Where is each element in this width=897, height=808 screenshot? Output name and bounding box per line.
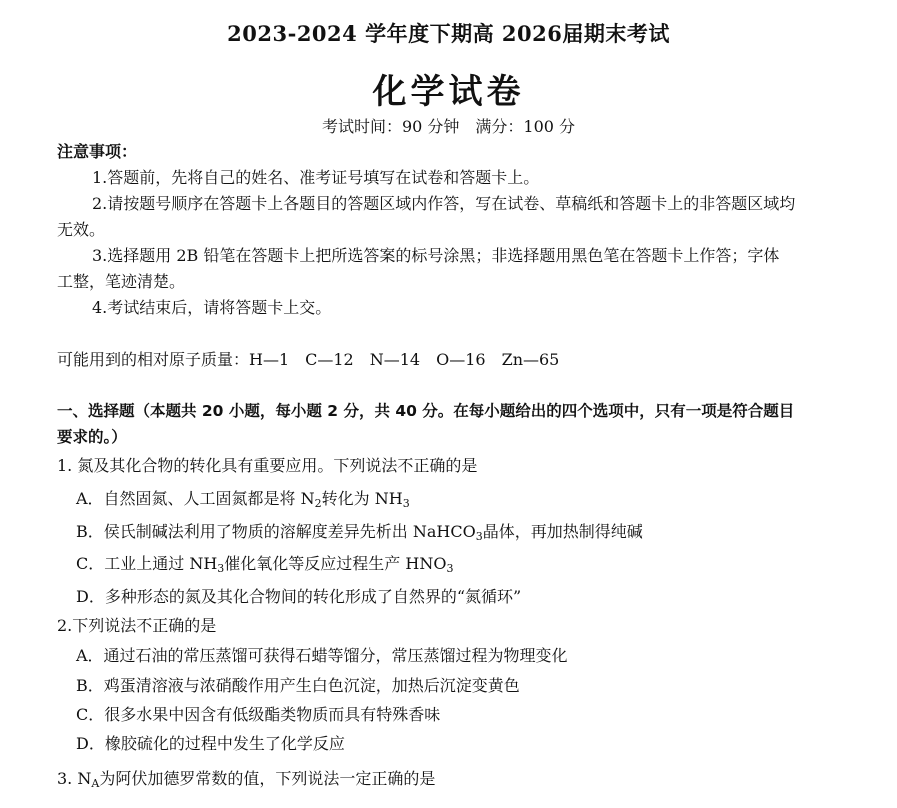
- note-item-3-cont: 工整，笔迹清楚。: [57, 272, 186, 291]
- question-3-stem: 3. $N_A$为阿伏加德罗常数的值，下列说法一定正确的是: [57, 769, 436, 790]
- question-2-option-b: B．鸡蛋清溶液与浓硝酸作用产生白色沉淀，加热后沉淀变黄色: [76, 676, 520, 695]
- question-1-option-a: A．自然固氮、人工固氮都是将 $N_2$转化为 $NH_3$: [76, 489, 410, 510]
- note-item-4: 4.考试结束后，请将答题卡上交。: [92, 298, 332, 317]
- exam-info: 考试时间：90 分钟 满分：100 分: [321, 117, 576, 136]
- question-2-option-c: C．很多水果中因含有低级酯类物质而具有特殊香味: [76, 705, 441, 724]
- question-2-stem: 2.下列说法不正确的是: [57, 616, 217, 635]
- notes-heading: 注意事项：: [57, 142, 138, 161]
- exam-top-title: 2023-2024 学年度下期高 2026届期末考试: [227, 21, 670, 46]
- atomic-masses: 可能用到的相对原子质量：H—1 C—12 N—14 O—16 Zn—65: [57, 350, 560, 369]
- paper-title: 化学试卷: [372, 72, 525, 112]
- note-item-1: 1.答题前，先将自己的姓名、准考证号填写在试卷和答题卡上。: [92, 168, 540, 187]
- question-1-option-b: B．侯氏制碱法利用了物质的溶解度差异先析出 NaHCO$_3$晶体，再加热制得纯碱: [76, 522, 643, 543]
- section-heading: 一、选择题（本题共 20 小题，每小题 2 分，共 40 分。在每小题给出的四个选项中，只有一项是符合题目: [57, 402, 795, 420]
- section-heading-cont: 要求的。）: [57, 428, 127, 446]
- note-item-2: 2.请按题号顺序在答题卡上各题目的答题区域内作答，写在试卷、草稿纸和答题卡上的非答题区域均: [92, 194, 796, 213]
- note-item-2-cont: 无效。: [57, 220, 106, 239]
- question-1-option-c: C．工业上通过 $NH_3$催化氧化等反应过程生产 $HNO_3$: [76, 554, 454, 575]
- question-1-option-d: D．多种形态的氮及其化合物间的转化形成了自然界的“氮循环”: [76, 587, 522, 606]
- question-1-stem: 1. 氮及其化合物的转化具有重要应用。下列说法不正确的是: [57, 456, 478, 475]
- question-2-option-a: A．通过石油的常压蒸馏可获得石蜡等馏分，常压蒸馏过程为物理变化: [76, 646, 568, 665]
- question-2-option-d: D．橡胶硫化的过程中发生了化学反应: [76, 734, 345, 753]
- note-item-3: 3.选择题用 2B 铅笔在答题卡上把所选答案的标号涂黑；非选择题用黑色笔在答题卡上作答；字体: [92, 246, 780, 265]
